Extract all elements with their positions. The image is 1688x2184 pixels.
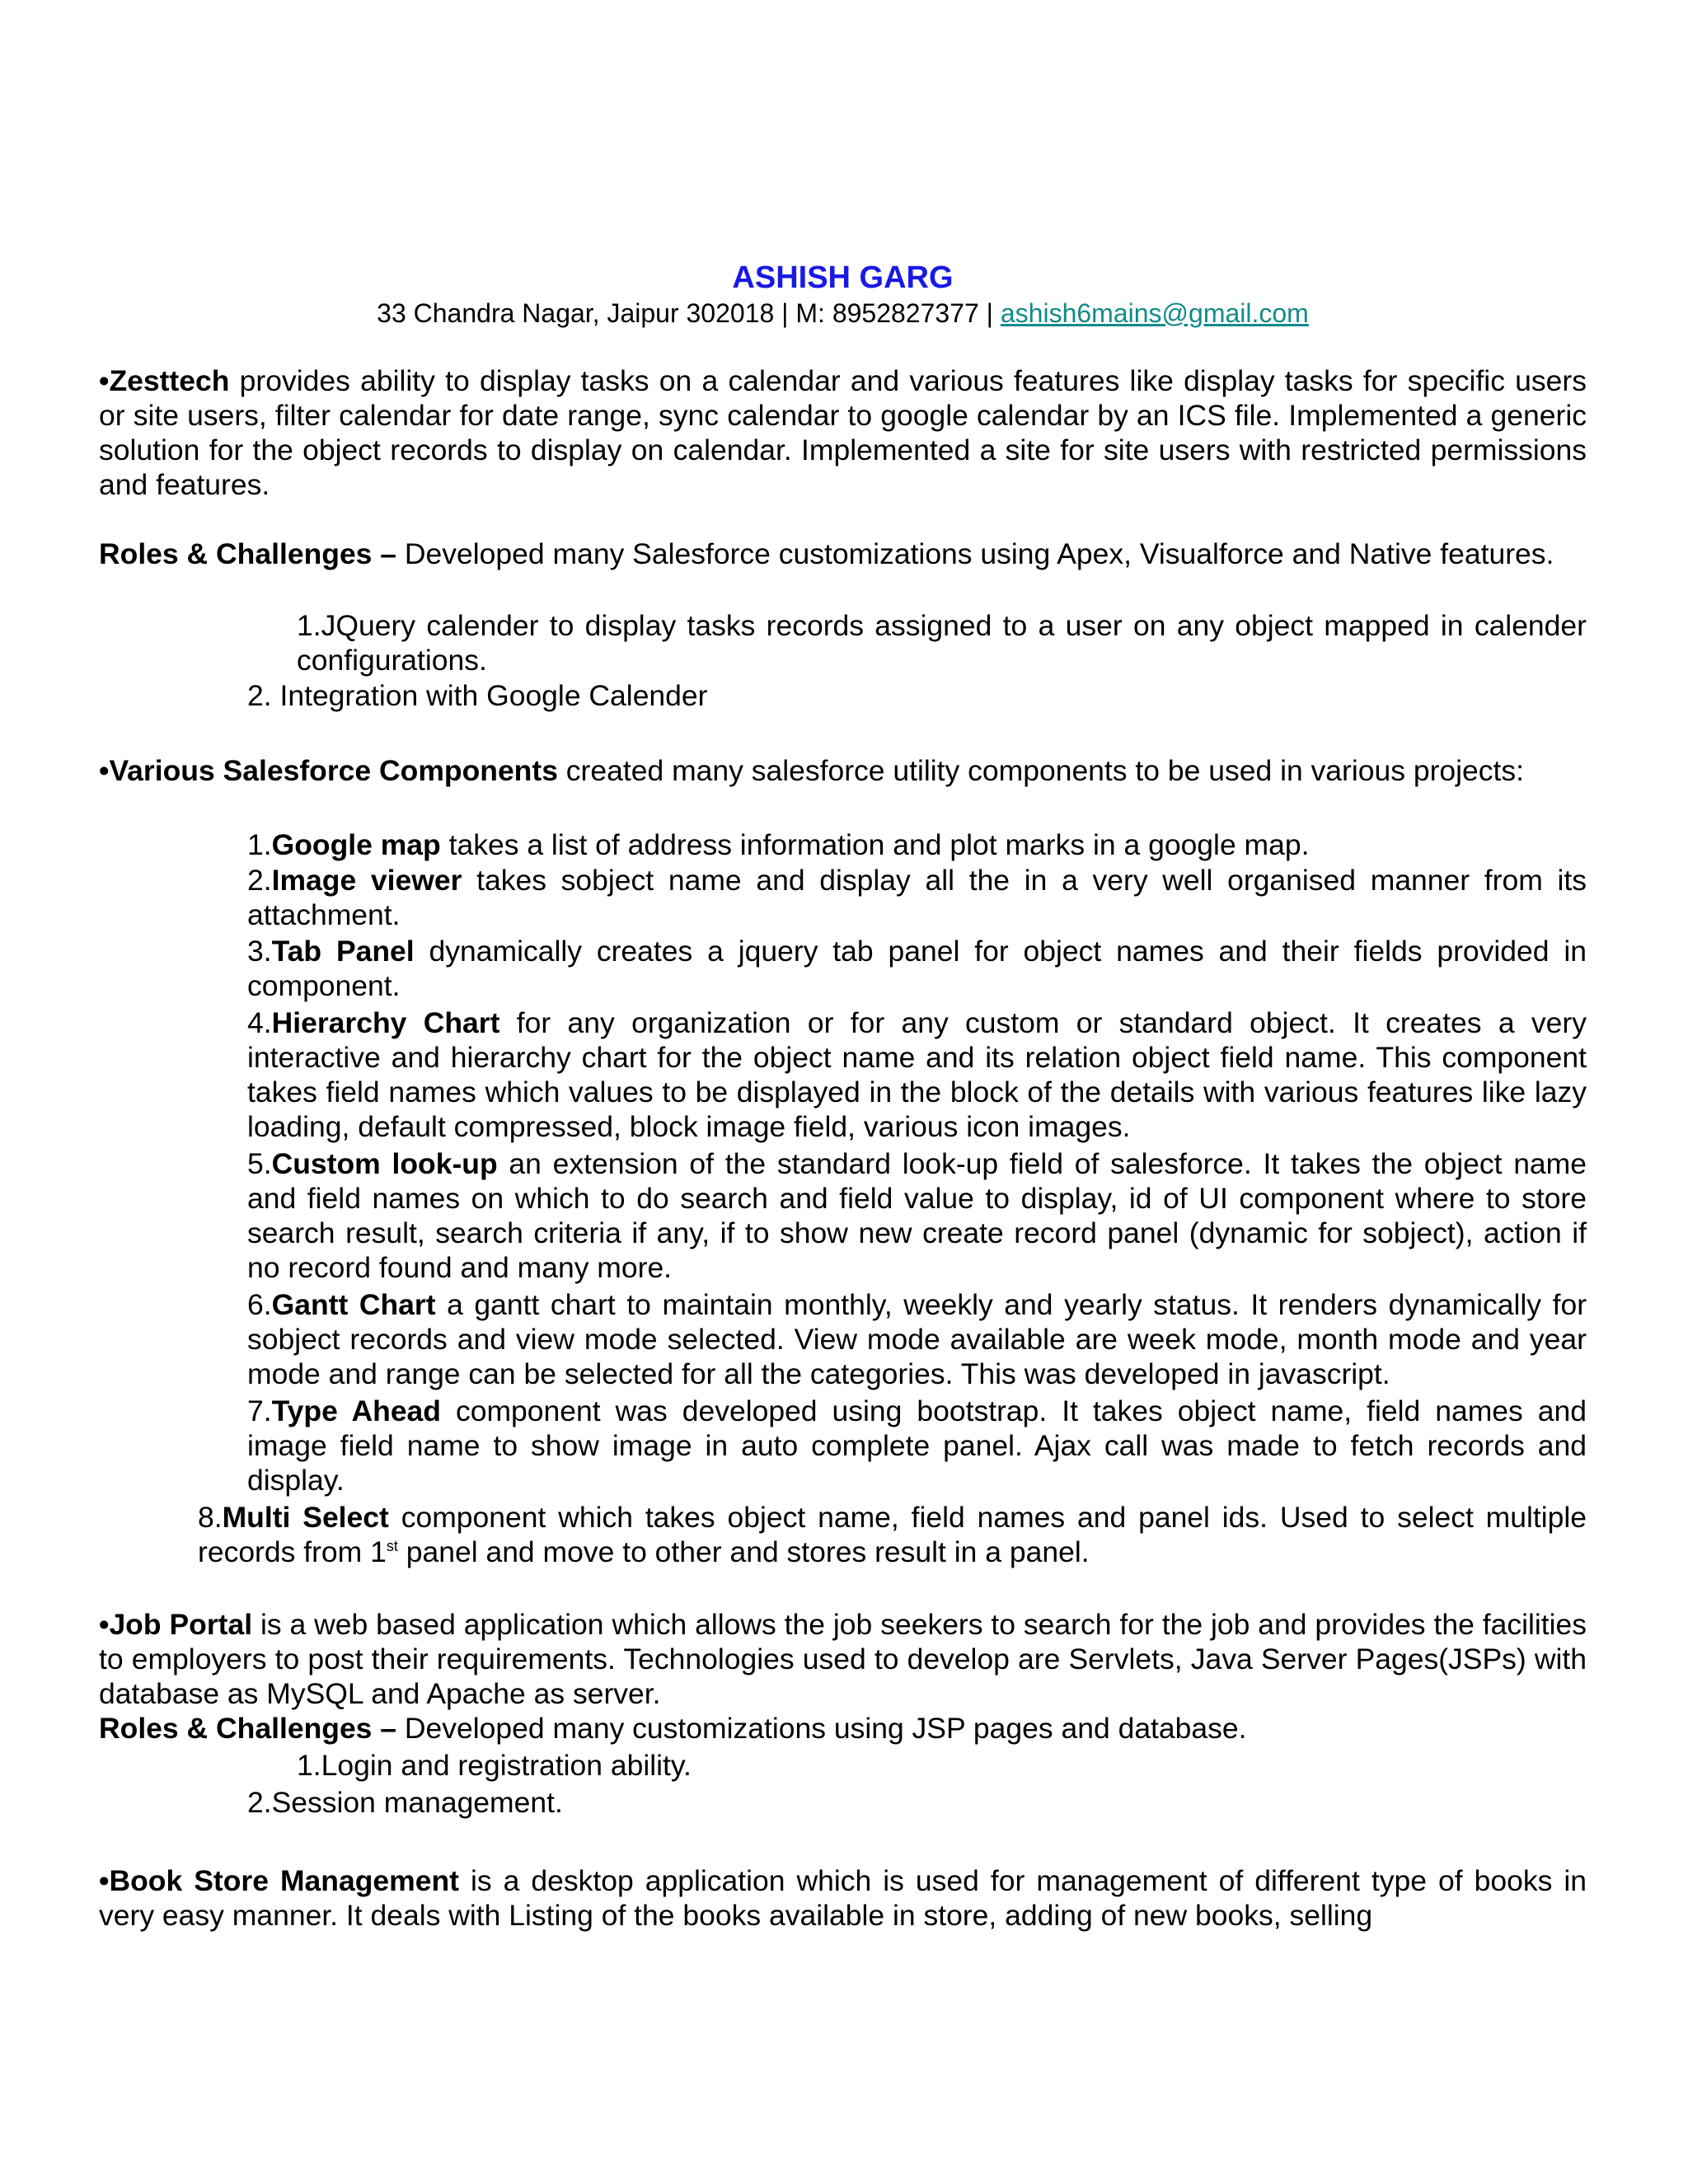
item-number: 8. (198, 1501, 223, 1534)
item-text: component which takes object name, field names and panel ids. Used to select multiple records from 1 (198, 1501, 1587, 1568)
item-number: 2. (247, 864, 272, 897)
item-text: for any organization or for any custom or standard object. It creates a very interactive and hierarchy chart for the object name and its relation object field name. This component takes field names which values to be displayed in the block of the details with various features like lazy loading, default compressed, block image field, various icon images. (247, 1006, 1587, 1143)
bookstore-title: Book Store Management (109, 1864, 459, 1897)
item-text: a gantt chart to maintain monthly, weekly and yearly status. It renders dynamically for sobject records and view mode selected. View mode available are week mode, month mode and year mode and range can be selected for all the categories. This was developed in javascript. (247, 1288, 1587, 1390)
jobportal-roles (99, 1711, 1587, 1746)
email-link[interactable]: ashish6mains@gmail.com (1000, 298, 1309, 328)
bullet-icon: • (99, 754, 110, 787)
components-paragraph (99, 753, 1587, 788)
item-title: Gantt Chart (271, 1288, 436, 1321)
jobportal-title: Job Portal (109, 1608, 253, 1641)
item-number: 1. (247, 828, 272, 861)
item-title: Type Ahead (271, 1394, 441, 1427)
list-item (247, 827, 1587, 862)
list-item (247, 863, 1587, 932)
components-text: created many salesforce utility components to be used in various projects: (557, 754, 1525, 787)
list-item: 1.JQuery calender to display tasks records assigned to a user on any object mapped in calender configurations. (297, 609, 1587, 677)
bullet-icon: • (99, 1608, 110, 1641)
roles-label: Roles & Challenges – (99, 537, 397, 570)
item-title: Hierarchy Chart (271, 1006, 500, 1039)
item-title: Google map (271, 828, 441, 861)
list-item: 2.Session management. (247, 1786, 563, 1819)
bookstore-text: is a desktop application which is used for management of different type of books in very easy manner. It deals with Listing of the books available in store, adding of new books, selling (99, 1864, 1587, 1932)
bullet-icon: • (99, 364, 110, 397)
jobportal-paragraph (99, 1607, 1587, 1711)
zesttech-title: Zesttech (109, 364, 230, 397)
list-item (247, 1394, 1587, 1497)
item-number: 6. (247, 1288, 272, 1321)
item-text: takes a list of address information and plot marks in a google map. (440, 828, 1310, 861)
item-title: Image viewer (271, 864, 462, 897)
components-title: Various Salesforce Components (109, 754, 558, 787)
list-item (247, 1005, 1587, 1144)
item-number: 4. (247, 1006, 272, 1039)
item-number: 5. (247, 1147, 272, 1180)
zesttech-paragraph (99, 363, 1587, 502)
list-item (247, 1287, 1587, 1391)
jobportal-text: is a web based application which allows the job seekers to search for the job and provides the facilities to employers to post their requirements. Technologies used to develop are Servlets, Java Server Pages(JSPs) with database as MySQL and Apache as server. (99, 1608, 1587, 1710)
list-item (198, 1500, 1587, 1569)
resume-name: ASHISH GARG (732, 260, 954, 295)
item-number: 3. (247, 935, 272, 968)
roles-text: Developed many Salesforce customizations using Apex, Visualforce and Native features. (396, 537, 1554, 570)
zesttech-roles (99, 537, 1587, 571)
list-item (247, 1146, 1587, 1285)
contact-text: 33 Chandra Nagar, Jaipur 302018 | M: 8952827377 | (377, 298, 993, 328)
list-item (247, 934, 1587, 1003)
list-item: 2. Integration with Google Calender (247, 679, 708, 712)
item-text: component was developed using bootstrap. It takes object name, field names and image field name to show image in auto complete panel. Ajax call was made to fetch records and display. (247, 1394, 1587, 1497)
item-text: an extension of the standard look-up field of salesforce. It takes the object name and field names on which to do search and field value to display, id of UI component where to store search result, search criteria if any, if to show new create record panel (dynamic for sobject), action if no record found and many more. (247, 1147, 1587, 1284)
item-title: Custom look-up (271, 1147, 498, 1180)
item-number: 7. (247, 1394, 272, 1427)
item-title: Tab Panel (271, 935, 415, 968)
item-text: takes sobject name and display all the in a very well organised manner from its attachment. (247, 864, 1587, 931)
bullet-icon: • (99, 1864, 110, 1897)
list-item: 1.Login and registration ability. (297, 1749, 692, 1782)
roles-label: Roles & Challenges – (99, 1712, 397, 1745)
superscript: st (386, 1538, 398, 1555)
zesttech-text: provides ability to display tasks on a calendar and various features like display tasks for specific users or site users, filter calendar for date range, sync calendar to google calendar by an ICS file. Implemented a generic solution for the object records to display on calendar. Implemented a site for site users with restricted permissions and features. (99, 364, 1587, 501)
item-text: panel and move to other and stores result in a panel. (397, 1535, 1090, 1568)
item-text: dynamically creates a jquery tab panel for object names and their fields provided in component. (247, 935, 1587, 1002)
item-title: Multi Select (222, 1501, 389, 1534)
bookstore-paragraph (99, 1863, 1587, 1933)
roles-text: Developed many customizations using JSP pages and database. (396, 1712, 1247, 1745)
contact-line (99, 295, 1587, 331)
